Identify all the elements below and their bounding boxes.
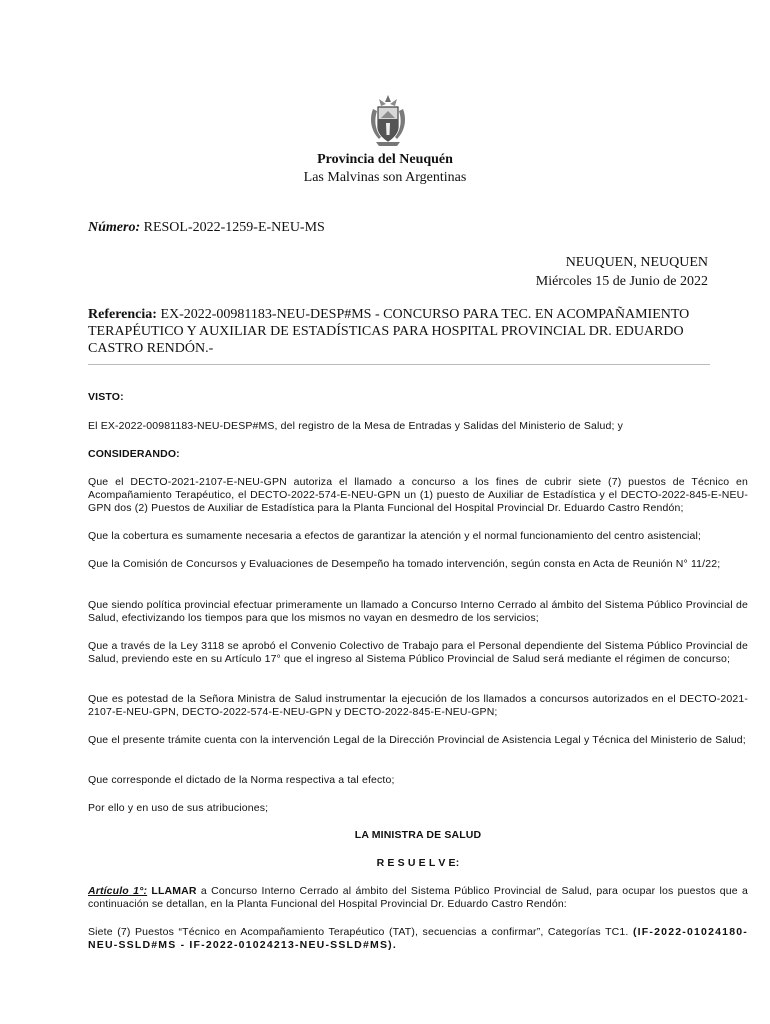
visto-heading: VISTO:	[88, 391, 124, 403]
coat-of-arms-icon	[367, 93, 409, 149]
articulo-1	[88, 885, 748, 911]
articulo-1-verb: LLAMAR	[151, 885, 197, 897]
referencia-text: EX-2022-00981183-NEU-DESP#MS - CONCURSO PARA TEC. EN ACOMPAÑAMIENTO TERAPÉUTICO Y AUXILIAR DE ESTADÍSTICAS PARA HOSPITAL PROVINCIAL DR. EDUARDO CASTRO RENDÓN.-	[88, 307, 690, 356]
item-1-refs: (IF-2022-01024180-NEU-SSLD#MS - IF-2022-01024213-NEU-SSLD#MS).	[88, 926, 748, 951]
divider	[88, 364, 710, 365]
province-motto: Las Malvinas son Argentinas	[303, 170, 467, 185]
resolution-number	[88, 220, 325, 236]
considerando-paragraph: Por ello y en uso de sus atribuciones;	[88, 802, 269, 814]
articulo-1-label: Artículo 1°:	[88, 885, 148, 897]
articulo-1-item	[88, 926, 748, 952]
resuelve-heading: R E S U E L V E:	[376, 857, 460, 869]
item-1-text: Siete (7) Puestos “Técnico en Acompañamiento Terapéutico (TAT), secuencias a confirmar”, Categorías TC1.	[88, 926, 629, 938]
considerando-paragraph: Que el presente trámite cuenta con la intervención Legal de la Dirección Provincial de Asistencia Legal y Técnica del Ministerio de Salud;	[88, 734, 746, 746]
place: NEUQUEN, NEUQUEN	[565, 255, 708, 270]
date: Miércoles 15 de Junio de 2022	[535, 274, 708, 289]
numero-value: RESOL-2022-1259-E-NEU-MS	[143, 220, 325, 235]
considerando-paragraph: Que la Comisión de Concursos y Evaluaciones de Desempeño ha tomado intervención, según consta en Acta de Reunión N° 11/22;	[88, 558, 721, 570]
referencia-label: Referencia:	[88, 307, 157, 322]
considerando-paragraph: Que corresponde el dictado de la Norma respectiva a tal efecto;	[88, 774, 395, 786]
authority-heading: LA MINISTRA DE SALUD	[354, 829, 482, 841]
referencia	[88, 306, 713, 357]
province-name: Provincia del Neuquén	[317, 152, 453, 167]
considerando-paragraph: Que es potestad de la Señora Ministra de Salud instrumentar la ejecución de los llamados a concursos autorizados en el DECTO-2021-2107-E-NEU-GPN, DECTO-2022-574-E-NEU-GPN y DECTO-2022-845-E-NEU-GPN;	[88, 693, 748, 718]
articulo-1-text: a Concurso Interno Cerrado al ámbito del Sistema Público Provincial de Salud, para ocupar los puestos que a continuación se detallan, en la Planta Funcional del Hospital Provincial Dr. Eduardo Castro Rendón:	[88, 885, 748, 910]
considerando-paragraph: Que el DECTO-2021-2107-E-NEU-GPN autoriza el llamado a concurso a los fines de cubrir siete (7) puestos de Técnico en Acompañamiento Terapéutico, el DECTO-2022-574-E-NEU-GPN un (1) puesto de Auxiliar de Estadística y el DECTO-2022-845-E-NEU-GPN dos (2) Puestos de Auxiliar de Estadística para la Planta Funcional del Hospital Provincial Dr. Eduardo Castro Rendón;	[88, 476, 748, 514]
visto-text: El EX-2022-00981183-NEU-DESP#MS, del registro de la Mesa de Entradas y Salidas del Ministerio de Salud; y	[88, 420, 623, 432]
considerando-paragraph: Que la cobertura es sumamente necesaria a efectos de garantizar la atención y el normal funcionamiento del centro asistencial;	[88, 530, 702, 542]
considerando-paragraph: Que siendo política provincial efectuar primeramente un llamado a Concurso Interno Cerrado al ámbito del Sistema Público Provincial de Salud, efectivizando los tiempos para que los mismos no vayan en desmedro de los servicios;	[88, 599, 748, 624]
considerando-heading: CONSIDERANDO:	[88, 448, 180, 460]
considerando-paragraph: Que a través de la Ley 3118 se aprobó el Convenio Colectivo de Trabajo para el Personal dependiente del Sistema Público Provincial de Salud, previendo este en su Artículo 17° que el ingreso al Sistema Público Provincial de Salud será mediante el régimen de concurso;	[88, 640, 748, 665]
numero-label: Número:	[88, 220, 141, 235]
